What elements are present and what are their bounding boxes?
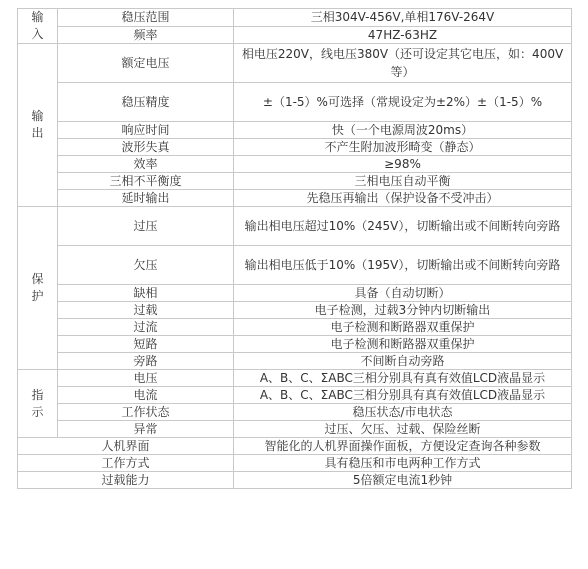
- table-row: [18, 370, 572, 387]
- table-row: [18, 246, 572, 285]
- param-value: 47HZ-63HZ: [234, 26, 572, 44]
- group-protect: [18, 207, 58, 370]
- table-row: [18, 207, 572, 246]
- param-value: 三相304V-456V,单相176V-264V: [234, 9, 572, 27]
- param-label: 三相不平衡度: [58, 173, 234, 190]
- table-row: [18, 472, 572, 489]
- param-label: 频率: [58, 26, 234, 44]
- param-value: A、B、C、ΣABC三相分别具有真有效值LCD液晶显示: [234, 370, 572, 387]
- group-label: 保护: [31, 272, 44, 303]
- table-row: [18, 190, 572, 207]
- param-value: ±（1-5）%可选择（常规设定为±2%）±（1-5）%: [234, 83, 572, 122]
- table-row: [18, 319, 572, 336]
- table-row: [18, 302, 572, 319]
- table-row: [18, 336, 572, 353]
- param-value: 先稳压再输出（保护设备不受冲击）: [234, 190, 572, 207]
- param-label: 稳压精度: [58, 83, 234, 122]
- param-value: 相电压220V，线电压380V（还可设定其它电压，如：400V等）: [234, 44, 572, 83]
- param-label: 过压: [58, 207, 234, 246]
- param-value: 输出相电压低于10%（195V），切断输出或不间断转向旁路: [234, 246, 572, 285]
- param-value: 具备（自动切断）: [234, 285, 572, 302]
- param-value: 输出相电压超过10%（245V），切断输出或不间断转向旁路: [234, 207, 572, 246]
- param-label: 额定电压: [58, 44, 234, 83]
- param-label: 过流: [58, 319, 234, 336]
- param-label: 欠压: [58, 246, 234, 285]
- param-label: 人机界面: [18, 438, 234, 455]
- param-label: 过载能力: [18, 472, 234, 489]
- param-value: 不产生附加波形畸变（静态）: [234, 139, 572, 156]
- param-label: 缺相: [58, 285, 234, 302]
- table-row: [18, 156, 572, 173]
- param-label: 工作方式: [18, 455, 234, 472]
- spec-table: [17, 8, 572, 489]
- table-row: [18, 9, 572, 27]
- param-value: 电子检测和断路器双重保护: [234, 319, 572, 336]
- table-row: [18, 26, 572, 44]
- param-label: 响应时间: [58, 122, 234, 139]
- param-label: 稳压范围: [58, 9, 234, 27]
- group-output: [18, 44, 58, 207]
- param-label: 异常: [58, 421, 234, 438]
- param-value: 三相电压自动平衡: [234, 173, 572, 190]
- param-value: 电子检测和断路器双重保护: [234, 336, 572, 353]
- group-indicator: [18, 370, 58, 438]
- table-row: [18, 404, 572, 421]
- table-row: [18, 285, 572, 302]
- group-label: 输出: [31, 109, 44, 140]
- table-row: [18, 455, 572, 472]
- table-row: [18, 44, 572, 83]
- param-value: 快（一个电源周波20ms）: [234, 122, 572, 139]
- table-row: [18, 353, 572, 370]
- param-value: ≥98%: [234, 156, 572, 173]
- param-value: A、B、C、ΣABC三相分别具有真有效值LCD液晶显示: [234, 387, 572, 404]
- param-label: 旁路: [58, 353, 234, 370]
- param-label: 过载: [58, 302, 234, 319]
- param-value: 具有稳压和市电两种工作方式: [234, 455, 572, 472]
- group-label: 指示: [31, 387, 44, 419]
- param-label: 电压: [58, 370, 234, 387]
- param-label: 工作状态: [58, 404, 234, 421]
- table-row: [18, 438, 572, 455]
- param-value: 稳压状态/市电状态: [234, 404, 572, 421]
- param-label: 效率: [58, 156, 234, 173]
- table-row: [18, 387, 572, 404]
- table-row: [18, 421, 572, 438]
- param-value: 智能化的人机界面操作面板，方便设定查询各种参数: [234, 438, 572, 455]
- group-input: [18, 9, 58, 44]
- group-label: 输入: [31, 10, 44, 41]
- table-row: [18, 173, 572, 190]
- param-value: 电子检测，过载3分钟内切断输出: [234, 302, 572, 319]
- param-value: 不间断自动旁路: [234, 353, 572, 370]
- param-value: 过压、欠压、过载、保险丝断: [234, 421, 572, 438]
- table-row: [18, 83, 572, 122]
- table-row: [18, 139, 572, 156]
- table-row: [18, 122, 572, 139]
- param-label: 短路: [58, 336, 234, 353]
- param-label: 延时输出: [58, 190, 234, 207]
- param-label: 电流: [58, 387, 234, 404]
- param-value: 5倍额定电流1秒钟: [234, 472, 572, 489]
- param-label: 波形失真: [58, 139, 234, 156]
